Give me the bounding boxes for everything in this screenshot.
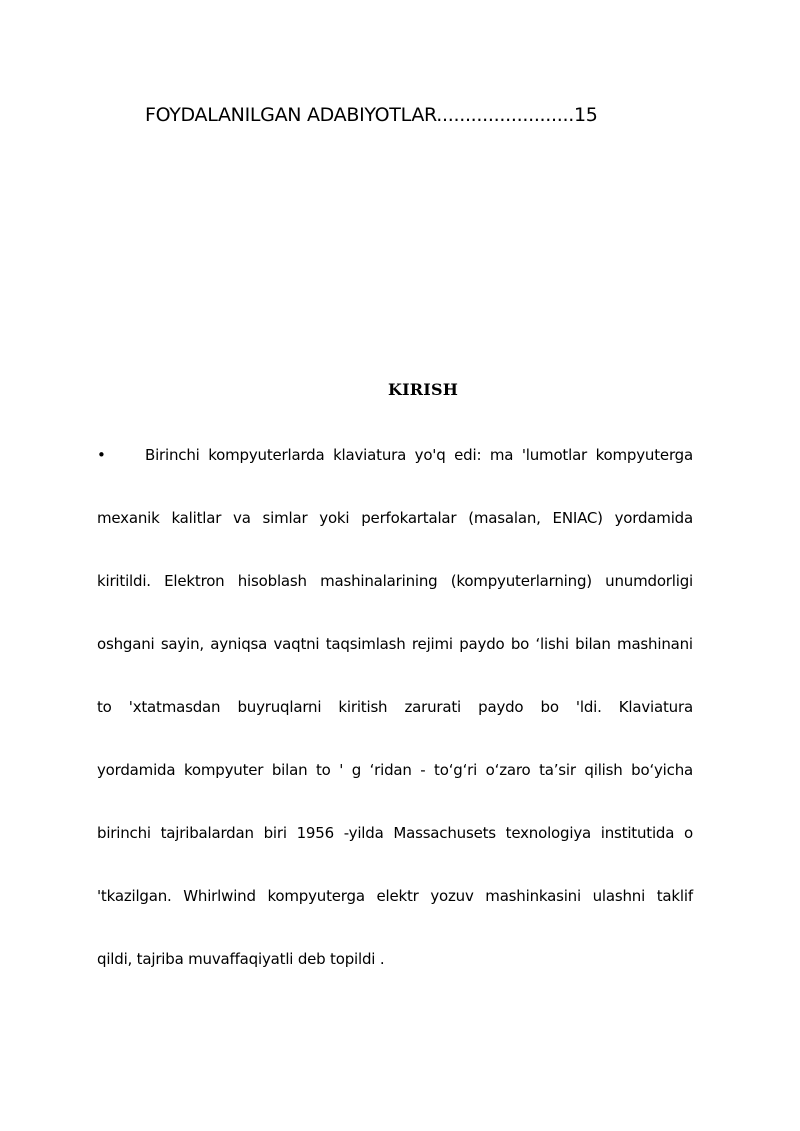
word: buyruqlarni [237, 698, 322, 716]
paragraph-line-9: qildi, tajriba muvaffaqiyatli deb topildi . [97, 950, 385, 968]
word: mashinalarining [320, 572, 438, 590]
word: bilan [575, 635, 611, 653]
word: - [420, 761, 426, 779]
word: perfokartalar [361, 509, 457, 527]
paragraph-line-3 [97, 568, 693, 631]
word: edi: [454, 446, 482, 464]
word: simlar [262, 509, 308, 527]
paragraph-line-8 [97, 883, 693, 946]
word: yozuv [430, 887, 474, 905]
word: sayin, [160, 635, 204, 653]
word: yoki [319, 509, 350, 527]
paragraph-line-1 [97, 442, 693, 505]
word: hisoblash [237, 572, 307, 590]
word: kompyuter [183, 761, 264, 779]
word: bo‘yicha [631, 761, 693, 779]
word: to‘g‘ri [434, 761, 478, 779]
paragraph-line-5 [97, 694, 693, 757]
word: taqsimlash [325, 635, 406, 653]
word: va [233, 509, 251, 527]
word: elektr [376, 887, 419, 905]
word: kompyuterlarda [208, 446, 325, 464]
word: (masalan, [468, 509, 541, 527]
word: ma [489, 446, 514, 464]
word: unumdorligi [605, 572, 693, 590]
word: institutida [600, 824, 675, 842]
word: paydo [459, 635, 505, 653]
word: paydo [478, 698, 524, 716]
word: birinchi [97, 824, 151, 842]
word: qilish [584, 761, 623, 779]
word: mashinani [617, 635, 693, 653]
word: rejimi [411, 635, 453, 653]
paragraph-line-text [145, 442, 693, 505]
word: kiritish [338, 698, 388, 716]
word: ‘lishi [535, 635, 569, 653]
word: ‘ridan [369, 761, 412, 779]
word: o [684, 824, 693, 842]
word: bilan [271, 761, 308, 779]
word: -yilda [343, 824, 384, 842]
word: oshgani [97, 635, 155, 653]
word: yordamida [97, 761, 176, 779]
word: vaqtni [273, 635, 320, 653]
word: kalitlar [171, 509, 222, 527]
word: 'ldi. [575, 698, 602, 716]
word: mashinkasini [485, 887, 581, 905]
paragraph-line-2 [97, 505, 693, 568]
word: Massachusets [393, 824, 496, 842]
paragraph-line-7 [97, 820, 693, 883]
word: tajribalardan [160, 824, 254, 842]
word: bo [540, 698, 559, 716]
word: ' [339, 761, 344, 779]
word: klaviatura [333, 446, 407, 464]
word: zarurati [404, 698, 462, 716]
word: kompyuterga [595, 446, 693, 464]
word: biri [263, 824, 287, 842]
word: o‘zaro [485, 761, 531, 779]
word: g [351, 761, 362, 779]
word: ta’sir [539, 761, 576, 779]
word: Elektron [164, 572, 225, 590]
word: ENIAC) [552, 509, 603, 527]
word: (kompyuterlarning) [450, 572, 592, 590]
section-body [97, 442, 693, 1009]
word: ulashni [592, 887, 646, 905]
paragraph-line-6 [97, 757, 693, 820]
word: mexanik [97, 509, 160, 527]
toc-entry-references: FOYDALANILGAN ADABIYOTLAR........................15 [145, 104, 598, 126]
word: yo'q [414, 446, 446, 464]
word: texnologiya [505, 824, 591, 842]
word: yordamida [614, 509, 693, 527]
word: ayniqsa [210, 635, 268, 653]
bullet-marker: • [97, 446, 106, 464]
word: 'tkazilgan. [97, 887, 172, 905]
word: kompyuterga [267, 887, 365, 905]
word: 'xtatmasdan [128, 698, 221, 716]
word: to [315, 761, 331, 779]
word: taklif [656, 887, 693, 905]
word: bo [510, 635, 530, 653]
paragraph-line-4 [97, 631, 693, 694]
word: Whirlwind [183, 887, 256, 905]
word: 'lumotlar [521, 446, 588, 464]
section-heading: KIRISH [387, 380, 459, 399]
word: 1956 [296, 824, 334, 842]
word: kiritildi. [97, 572, 151, 590]
word: to [97, 698, 112, 716]
word: Birinchi [145, 446, 200, 464]
word: Klaviatura [618, 698, 693, 716]
